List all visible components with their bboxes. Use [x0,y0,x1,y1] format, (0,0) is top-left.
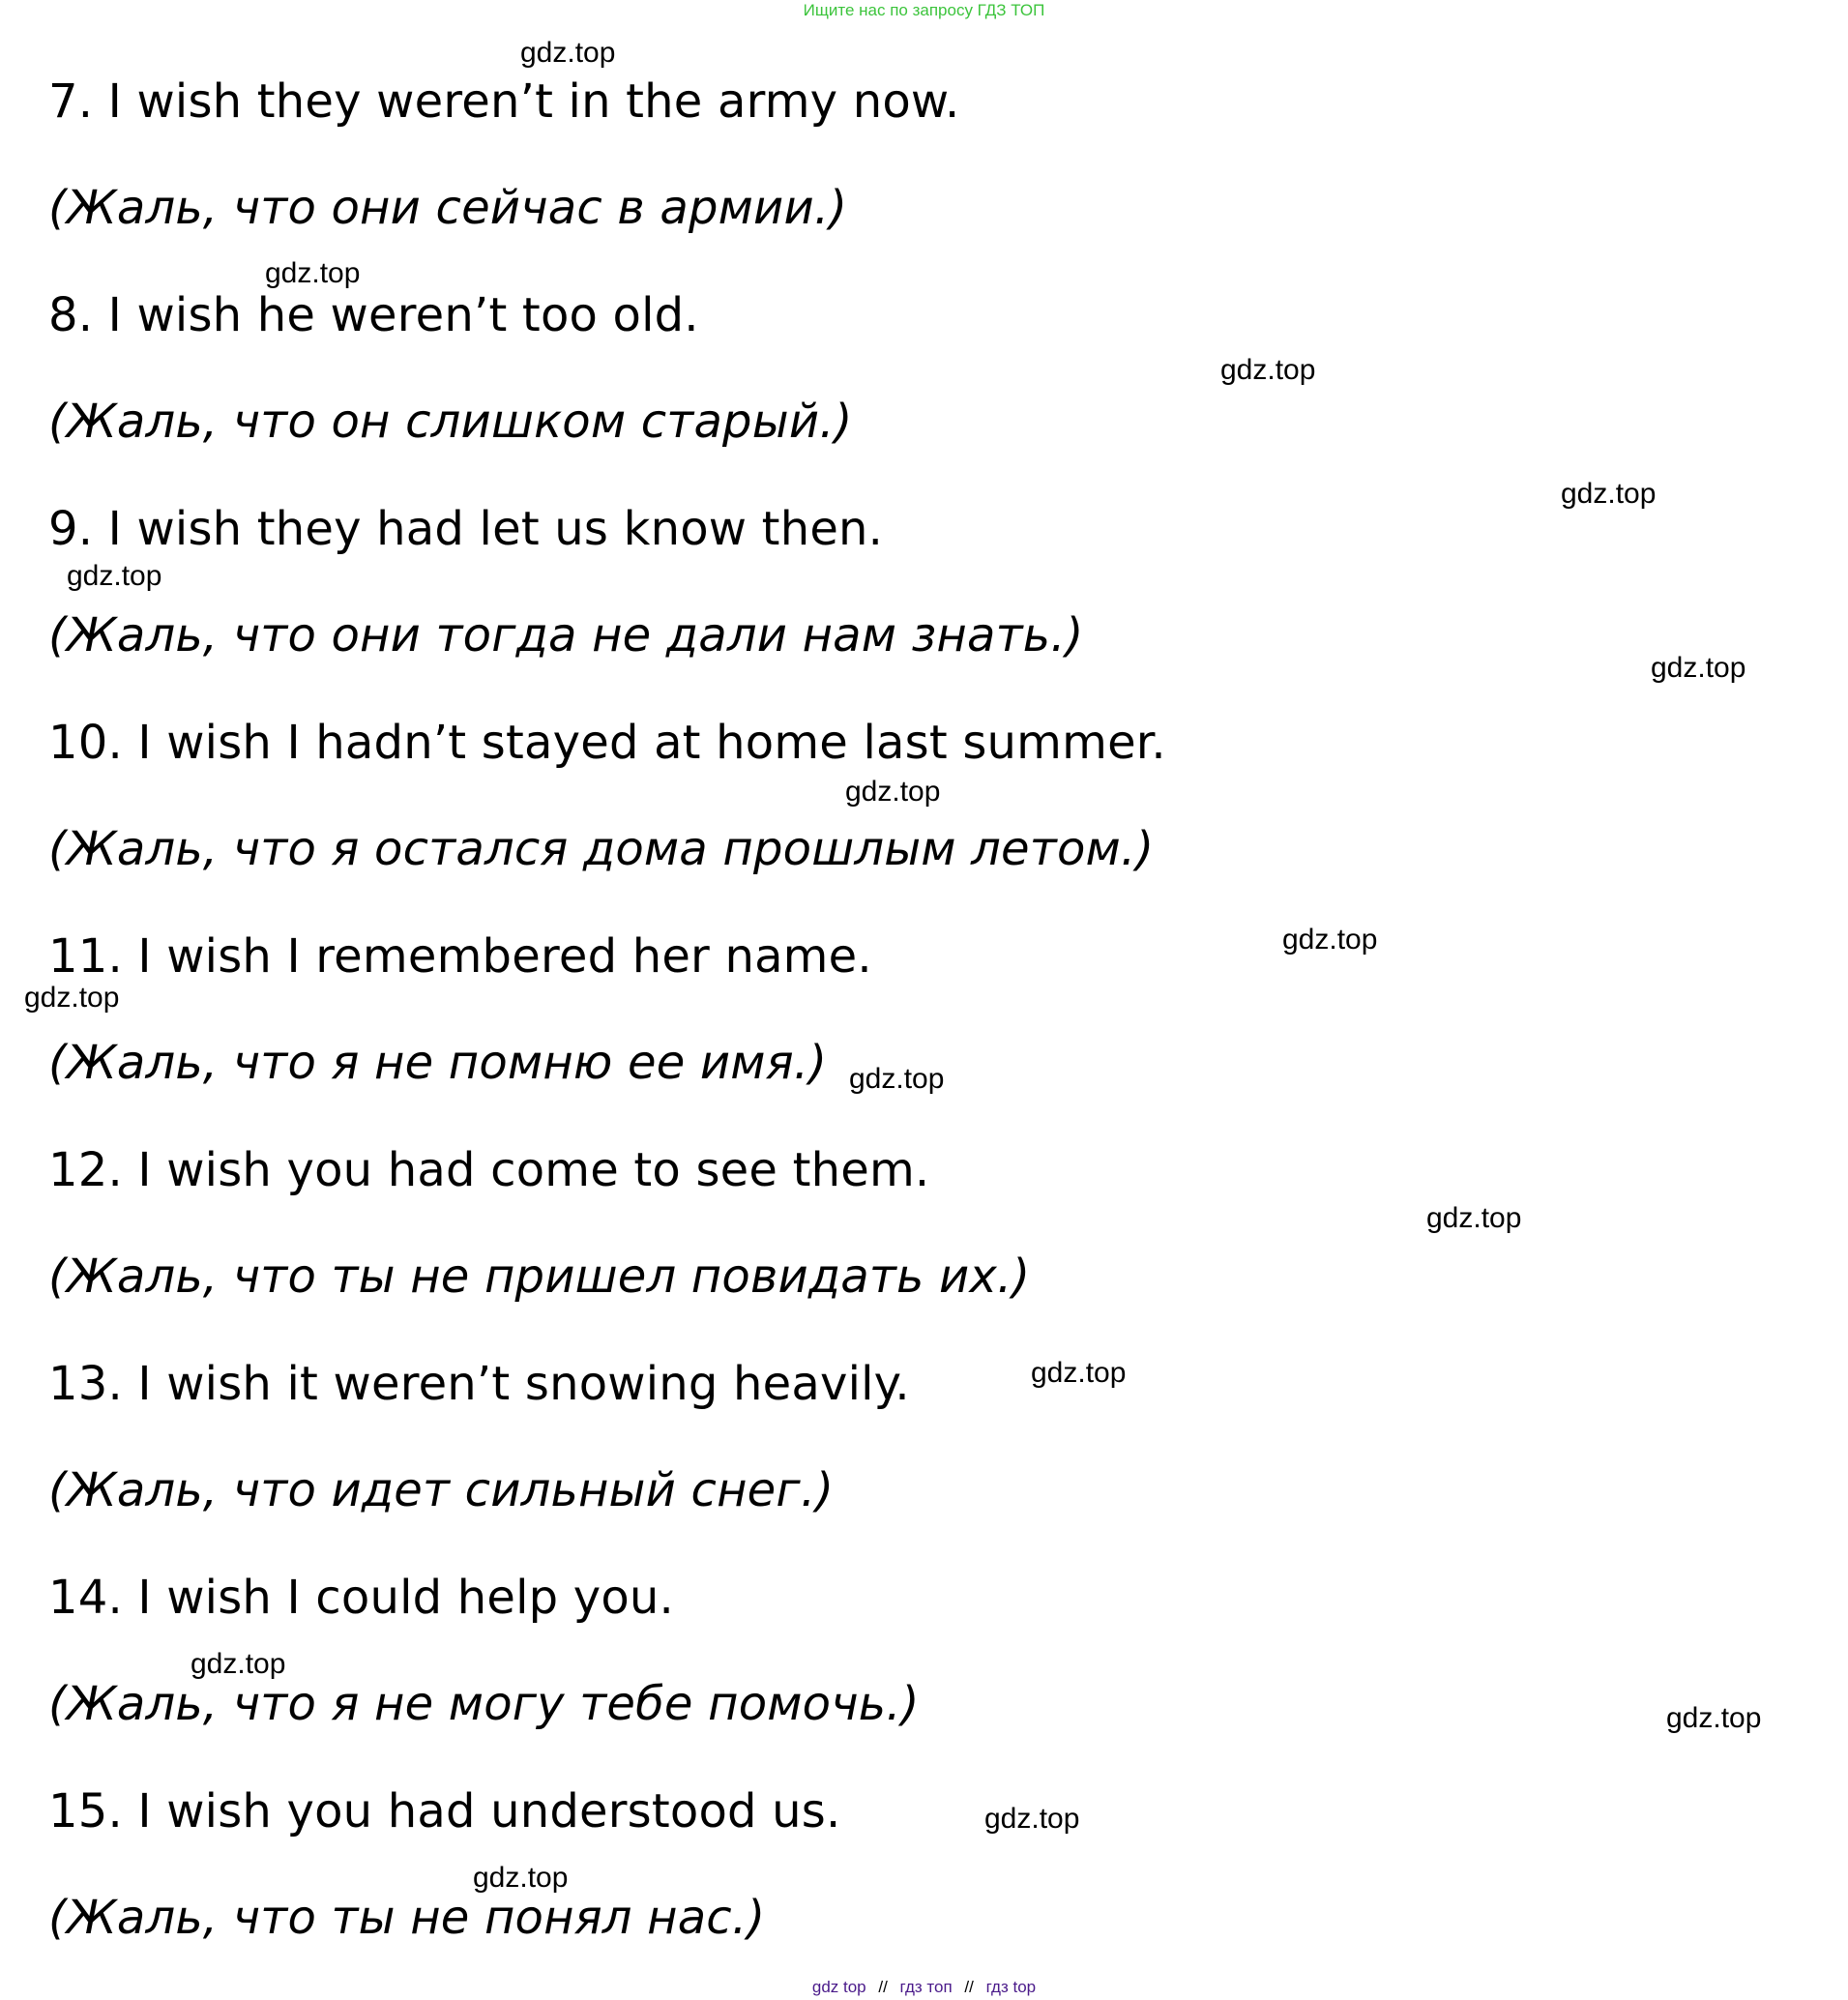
watermark: gdz.top [520,37,616,69]
sentence-en-12: 12. I wish you had come to see them. [48,1143,930,1197]
sentence-ru-8: (Жаль, что он слишком старый.) [48,395,853,449]
watermark: gdz.top [473,1862,569,1894]
footer-separator: // [878,1978,888,1996]
sentence-ru-13: (Жаль, что идет сильный снег.) [48,1463,835,1517]
sentence-ru-11: (Жаль, что я не помню ее имя.) [48,1036,828,1090]
sentence-en-8: 8. I wish he weren’t too old. [48,288,699,342]
watermark: gdz.top [849,1063,945,1095]
sentence-en-7: 7. I wish they weren’t in the army now. [48,74,960,129]
sentence-ru-9: (Жаль, что они тогда не дали нам знать.) [48,608,1084,662]
sentence-ru-15: (Жаль, что ты не понял нас.) [48,1891,766,1945]
watermark: gdz.top [1220,354,1316,386]
watermark: gdz.top [1031,1357,1127,1389]
footer-link-gdz-top-mixed[interactable]: гдз top [985,1978,1037,1996]
sentence-en-15: 15. I wish you had understood us. [48,1784,841,1838]
sentence-en-11: 11. I wish I remembered her name. [48,929,872,984]
watermark: gdz.top [191,1648,286,1680]
footer-link-gdz-top[interactable]: gdz top [811,1978,866,1996]
footer-separator: // [964,1978,974,1996]
watermark: gdz.top [24,982,120,1014]
sentence-en-13: 13. I wish it weren’t snowing heavily. [48,1357,910,1411]
watermark: gdz.top [67,560,162,592]
watermark: gdz.top [265,257,361,289]
sentence-en-10: 10. I wish I hadn’t stayed at home last summer. [48,716,1166,770]
watermark: gdz.top [845,776,941,808]
footer-link-gdz-top-ru[interactable]: гдз топ [899,1978,953,1996]
sentence-ru-10: (Жаль, что я остался дома прошлым летом.) [48,822,1155,876]
watermark: gdz.top [1651,652,1746,684]
sentence-en-14: 14. I wish I could help you. [48,1571,675,1625]
watermark: gdz.top [1666,1702,1762,1734]
watermark: gdz.top [1561,478,1657,510]
sentence-en-9: 9. I wish they had let us know then. [48,502,884,556]
sentence-ru-12: (Жаль, что ты не пришел повидать их.) [48,1250,1031,1304]
watermark: gdz.top [984,1803,1080,1835]
watermark: gdz.top [1426,1202,1522,1234]
sentence-ru-14: (Жаль, что я не могу тебе помочь.) [48,1677,920,1731]
search-hint-link[interactable]: Ищите нас по запросу ГДЗ ТОП [803,1,1045,19]
watermark: gdz.top [1282,924,1378,956]
sentence-ru-7: (Жаль, что они сейчас в армии.) [48,181,848,235]
footer-links [0,1977,1848,1998]
top-banner [0,0,1848,21]
